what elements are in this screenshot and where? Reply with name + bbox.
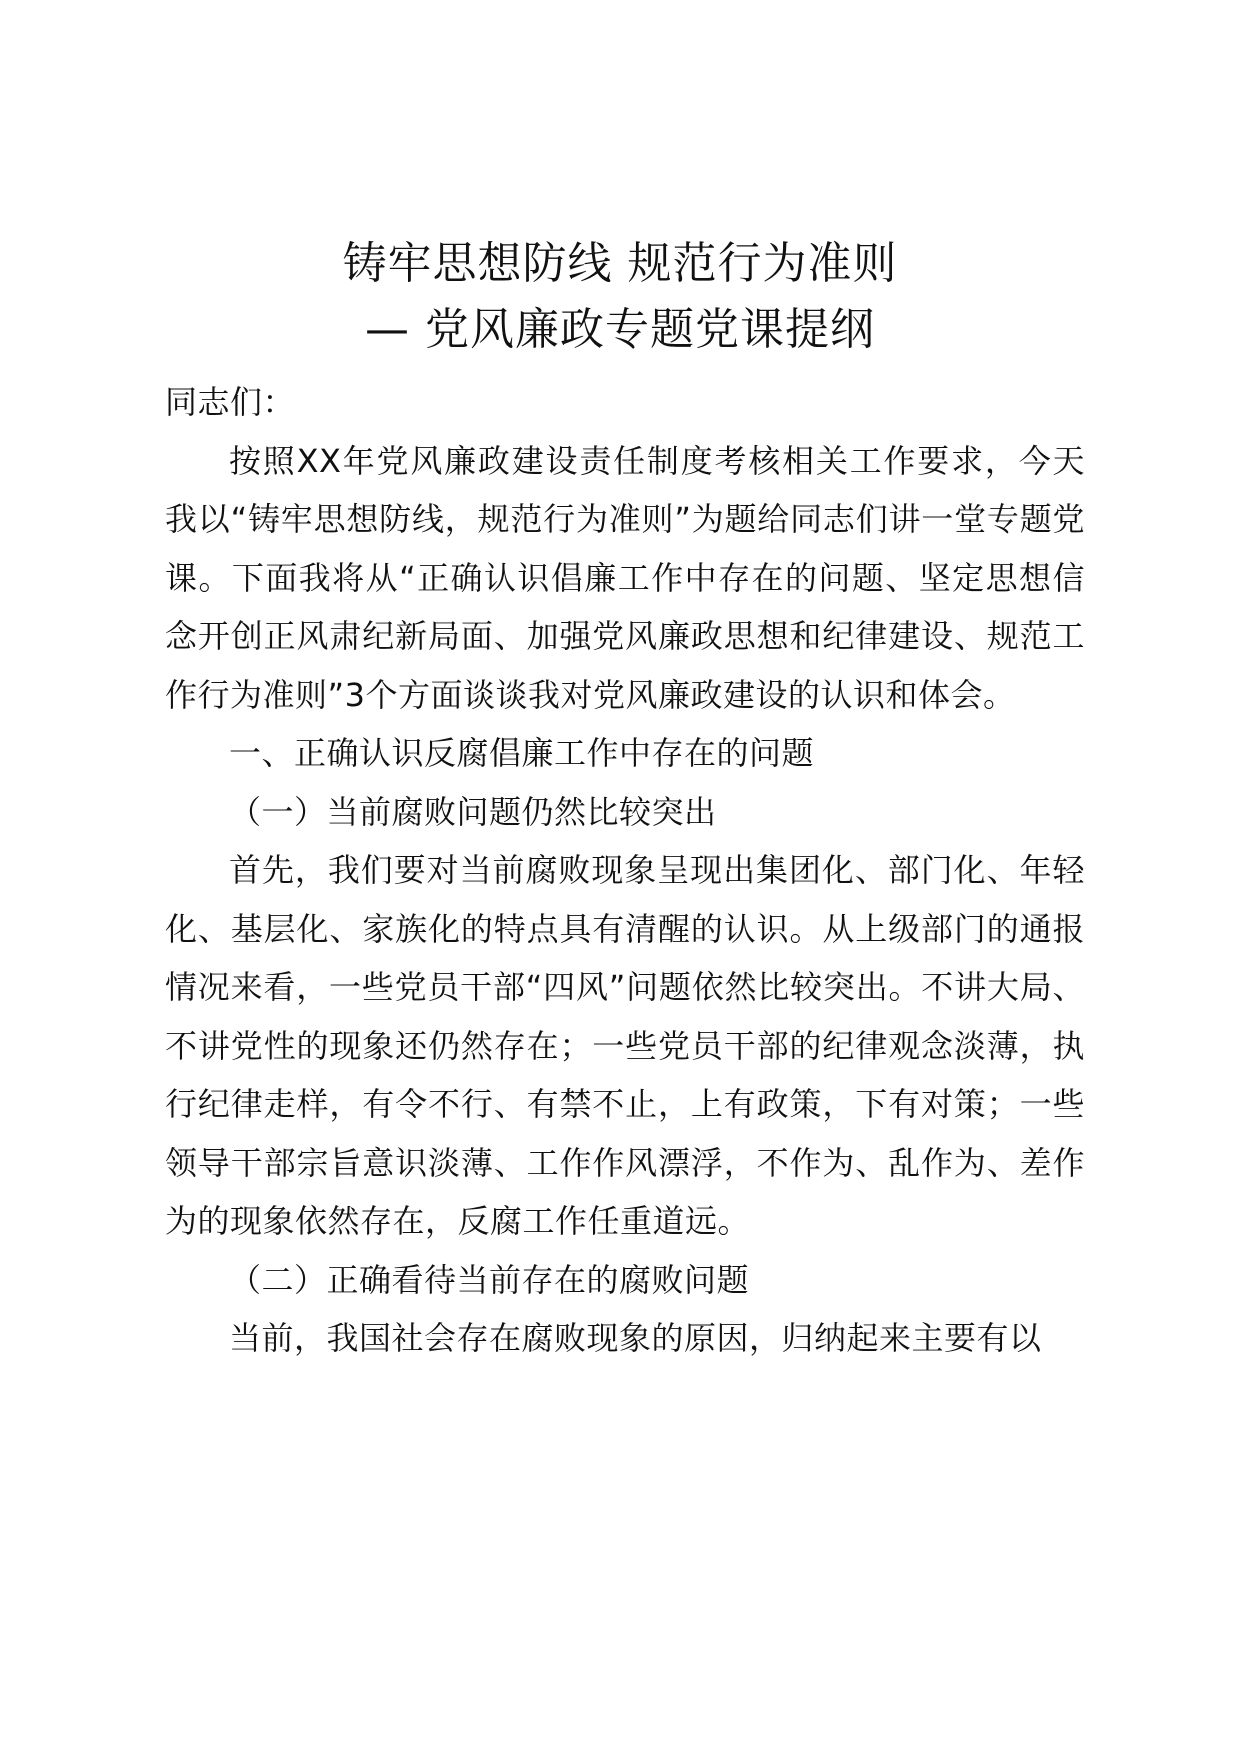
document-body bbox=[165, 373, 1085, 1368]
body-paragraph: 首先，我们要对当前腐败现象呈现出集团化、部门化、年轻化、基层化、家族化的特点具有清醒的认识。从上级部门的通报情况来看，一些党员干部“四风”问题依然比较突出。不讲大局、不讲党性的现象还仍然存在；一些党员干部的纪律观念淡薄，执行纪律走样，有令不行、有禁不止，上有政策，下有对策；一些领导干部宗旨意识淡薄、工作作风漂浮，不作为、乱作为、差作为的现象依然存在，反腐工作任重道远。 bbox=[165, 851, 1085, 1240]
document-subtitle: — 党风廉政专题党课提纲 bbox=[365, 304, 875, 355]
subsection-heading: （一）当前腐败问题仍然比较突出 bbox=[229, 792, 717, 831]
salutation: 同志们： bbox=[165, 383, 296, 421]
section-heading: 一、正确认识反腐倡廉工作中存在的问题 bbox=[229, 734, 815, 772]
body-paragraph: 当前，我国社会存在腐败现象的原因，归纳起来主要有以 bbox=[229, 1319, 1042, 1357]
document-title: 铸牢思想防线 规范行为准则 bbox=[342, 238, 898, 289]
subsection-heading: （二）正确看待当前存在的腐败问题 bbox=[229, 1260, 750, 1299]
intro-paragraph: 按照XX年党风廉政建设责任制度考核相关工作要求，今天我以“铸牢思想防线，规范行为准则”为题给同志们讲一堂专题党课。下面我将从“正确认识倡廉工作中存在的问题、坚定思想信念开创正风肃纪新局面、加强党风廉政思想和纪律建设、规范工作行为准则”3个方面谈谈我对党风廉政建设的认识和体会。 bbox=[165, 441, 1085, 714]
